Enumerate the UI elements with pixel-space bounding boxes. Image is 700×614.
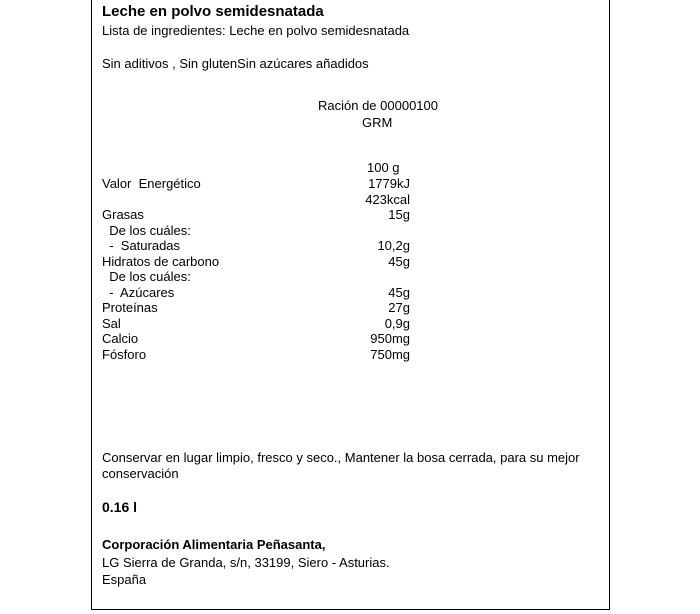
ingredients-text: Lista de ingredientes: Leche en polvo semidesnatada	[102, 23, 410, 38]
nutrition-row-label: De los cuáles:	[102, 269, 191, 284]
nutrition-row-value: 750mg	[370, 347, 410, 362]
nutrition-row-label: Calcio	[102, 331, 139, 346]
nutrition-row-value: 1779kJ	[368, 176, 410, 191]
portion-line-2: GRM	[362, 115, 393, 130]
nutrition-row-label: Sal	[102, 316, 121, 331]
nutrition-row-label: - Saturadas	[102, 238, 181, 253]
storage-line-1: Conservar en lugar limpio, fresco y seco., Mantener la bosa cerrada, para su mejor	[102, 450, 580, 465]
claims-text: Sin aditivos , Sin glutenSin azúcares añadidos	[102, 56, 369, 71]
nutrition-row-label: Hidratos de carbono	[102, 254, 220, 269]
nutrition-row-label: De los cuáles:	[102, 223, 191, 238]
volume-text: 0.16 l	[102, 499, 138, 515]
nutrition-column-header: 100 g	[367, 160, 400, 175]
nutrition-row-label: Fósforo	[102, 347, 147, 362]
company-address: LG Sierra de Granda, s/n, 33199, Siero - Asturias.	[102, 555, 390, 570]
storage-line-2: conservación	[102, 466, 179, 481]
nutrition-row-value: 423kcal	[365, 192, 410, 207]
nutrition-row-value: 0,9g	[384, 316, 410, 331]
nutrition-row-label: Proteínas	[102, 300, 158, 315]
nutrition-row-label: Valor Energético	[102, 176, 201, 191]
nutrition-row-value: 45g	[388, 254, 410, 269]
portion-line-1: Ración de 00000100	[318, 98, 438, 113]
nutrition-row-value: 45g	[388, 285, 410, 300]
nutrition-row-value: 10,2g	[377, 238, 410, 253]
nutrition-row-value: 15g	[388, 207, 410, 222]
company-name: Corporación Alimentaria Peñasanta,	[102, 537, 326, 552]
nutrition-row-value: 950mg	[370, 331, 410, 346]
nutrition-row-label: - Azúcares	[102, 285, 175, 300]
company-country: España	[102, 572, 147, 587]
nutrition-row-value: 27g	[388, 300, 410, 315]
nutrition-row-label: Grasas	[102, 207, 144, 222]
product-title: Leche en polvo semidesnatada	[102, 3, 324, 20]
